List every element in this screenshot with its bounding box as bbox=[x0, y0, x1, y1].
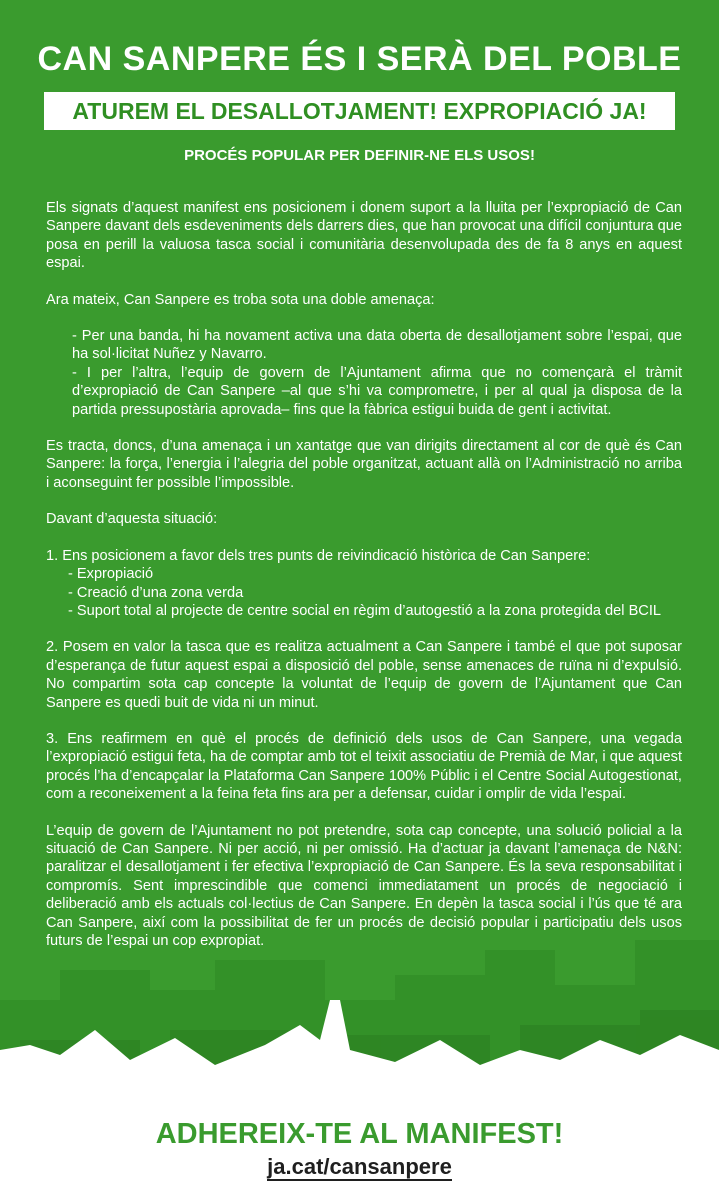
point-3: 3. Ens reafirmem en què el procés de definició dels usos de Can Sanpere, una vegada l’expropiació estigui feta, ha de comptar amb tot el teixit associatiu de Premià de Mar, i que aquest procés l’ha d’encapçalar la Plataforma Can Sanpere 100% Públic i el Centre Social Autogestionat, com a reconeixement a la feina feta fins ara per a defensar, cuidar i omplir de vida l’espai. bbox=[46, 730, 682, 803]
page-title: CAN SANPERE ÉS I SERÀ DEL POBLE bbox=[37, 40, 682, 78]
manifesto-body bbox=[46, 199, 682, 968]
point-2: 2. Posem en valor la tasca que es realitza actualment a Can Sanpere i també el que pot suposar d’esperança de futur aquest espai a disposició del poble, sense amenaces de ruïna ni d’expulsió. No compartim sota cap concepte la voluntat de l’equip de govern de l’Ajuntament que Can Sanpere es quedi buit de vida ni un minut. bbox=[46, 639, 682, 711]
manifesto-link[interactable] bbox=[0, 1154, 719, 1180]
headline-banner-text: ATUREM EL DESALLOTJAMENT! EXPROPIACIÓ JA! bbox=[72, 98, 647, 124]
situation-heading: Davant d’aquesta situació: bbox=[46, 511, 218, 528]
threat-item-1: - Per una banda, hi ha novament activa una data oberta de desallotjament sobre l’espai, que ha sol·licitat Nuñez y Navarro. bbox=[72, 328, 682, 363]
point-1-list bbox=[68, 565, 682, 620]
subtitle: PROCÉS POPULAR PER DEFINIR-NE ELS USOS! bbox=[184, 147, 535, 164]
closing-paragraph: L’equip de govern de l’Ajuntament no pot pretendre, sota cap concepte, una solució policial a la situació de Can Sanpere. Ni per acció, ni per omissió. Ha d’actuar ja davant l’amenaça de N&N: paralitzar el desallotjament i fer efectiva l’expropiació de Can Sanpere. És la seva responsabilitat i compromís. Sent imprescindible que comenci immediatament un procés de negociació i deliberació amb els actuals col·lectius de Can Sanpere. En depèn la tasca social i l’ús que té ara Can Sanpere, així com la possibilitat de fer un procés de decisió popular i participatiu dels usos futurs de l’espai un cop expropiat. bbox=[46, 822, 682, 949]
list-item: - Expropiació bbox=[68, 566, 154, 583]
threat-intro: Ara mateix, Can Sanpere es troba sota una doble amenaça: bbox=[46, 291, 435, 308]
blackmail-paragraph: Es tracta, doncs, d’una amenaça i un xantatge que van dirigits directament al cor de què és Can Sanpere: la força, l’energia i l’alegria del poble organitzat, actuant allà on l’Administració no arriba i aconseguint fer possible l’impossible. bbox=[46, 438, 682, 491]
list-item: - Suport total al projecte de centre social en règim d’autogestió a la zona protegida del BCIL bbox=[68, 602, 662, 619]
manifesto-link-text[interactable]: ja.cat/cansanpere bbox=[267, 1154, 452, 1179]
headline-banner bbox=[44, 92, 675, 130]
list-item: - Creació d’una zona verda bbox=[68, 584, 244, 601]
point-1-intro: 1. Ens posicionem a favor dels tres punts de reivindicació històrica de Can Sanpere: bbox=[46, 547, 591, 564]
call-to-action: ADHEREIX-TE AL MANIFEST! bbox=[155, 1118, 564, 1150]
intro-paragraph: Els signats d’aquest manifest ens posicionem i donem suport a la lluita per l’expropiació de Can Sanpere davant dels esdeveniments dels darrers dies, que han provocat una difícil conjuntura que posa en perill la valuosa tasca social i comunitària desenvolupada des de fa 8 anys en aquest espai. bbox=[46, 200, 682, 272]
threat-item-2: - I per l’altra, l’equip de govern de l’Ajuntament afirma que no començarà el tràmit d’expropiació de Can Sanpere –al que s’hi va comprometre, i per al qual ja disposa de la partida pressupostària aprovada– fins que la fàbrica estigui buida de gent i activitat. bbox=[72, 364, 682, 418]
